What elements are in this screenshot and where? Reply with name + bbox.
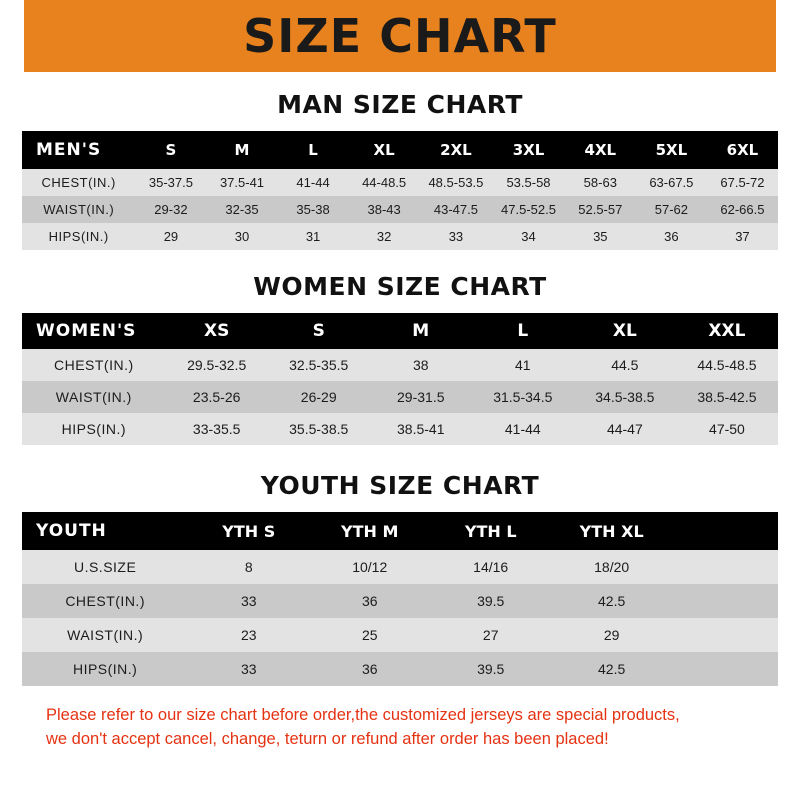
cell: 42.5	[551, 584, 672, 618]
policy-note-line2: we don't accept cancel, change, teturn or refund after order has been placed!	[46, 729, 609, 748]
column-header: YOUTH	[22, 512, 188, 550]
cell: 32.5-35.5	[268, 349, 370, 381]
policy-note	[22, 704, 778, 752]
table-row	[22, 512, 778, 550]
cell: 10/12	[309, 550, 430, 584]
table-row	[22, 223, 778, 250]
cell: 23.5-26	[166, 381, 268, 413]
cell: 29	[135, 223, 206, 250]
column-header: YTH M	[309, 512, 430, 550]
cell: 53.5-58	[492, 169, 565, 196]
cell: 29.5-32.5	[166, 349, 268, 381]
column-header: XXL	[676, 313, 778, 349]
column-header: 5XL	[636, 131, 707, 169]
cell: 67.5-72	[707, 169, 778, 196]
cell: 44.5-48.5	[676, 349, 778, 381]
youth-size-table	[22, 512, 778, 686]
cell: 48.5-53.5	[420, 169, 493, 196]
cell: 44-48.5	[349, 169, 420, 196]
table-row	[22, 131, 778, 169]
cell: 36	[309, 584, 430, 618]
table-row	[22, 169, 778, 196]
page-title: SIZE CHART	[243, 9, 557, 63]
cell: 35.5-38.5	[268, 413, 370, 445]
cell: 44.5	[574, 349, 676, 381]
table-row	[22, 413, 778, 445]
row-label: HIPS(IN.)	[22, 413, 166, 445]
cell: 41-44	[472, 413, 574, 445]
cell: 52.5-57	[565, 196, 636, 223]
cell: 47.5-52.5	[492, 196, 565, 223]
cell: 33	[188, 652, 309, 686]
cell: 29-32	[135, 196, 206, 223]
cell: 29-31.5	[370, 381, 472, 413]
cell: 34.5-38.5	[574, 381, 676, 413]
column-header: YTH S	[188, 512, 309, 550]
column-header	[672, 512, 778, 550]
cell: 41	[472, 349, 574, 381]
row-label: WAIST(IN.)	[22, 618, 188, 652]
policy-note-line1: Please refer to our size chart before order,the customized jerseys are special products,	[46, 706, 680, 724]
cell	[672, 550, 778, 584]
cell: 35-38	[278, 196, 349, 223]
cell: 47-50	[676, 413, 778, 445]
cell: 38.5-42.5	[676, 381, 778, 413]
women-size-table	[22, 313, 778, 445]
column-header: L	[278, 131, 349, 169]
column-header: WOMEN'S	[22, 313, 166, 349]
cell: 29	[551, 618, 672, 652]
table-row	[22, 584, 778, 618]
table-row	[22, 196, 778, 223]
column-header: 6XL	[707, 131, 778, 169]
man-section-title: MAN SIZE CHART	[277, 90, 523, 119]
column-header: 3XL	[492, 131, 565, 169]
cell: 38	[370, 349, 472, 381]
header-banner	[0, 0, 800, 72]
man-size-table	[22, 131, 778, 250]
cell: 33	[420, 223, 493, 250]
cell: 42.5	[551, 652, 672, 686]
cell: 38-43	[349, 196, 420, 223]
column-header: YTH XL	[551, 512, 672, 550]
cell: 37.5-41	[206, 169, 277, 196]
column-header: 4XL	[565, 131, 636, 169]
cell: 18/20	[551, 550, 672, 584]
cell: 14/16	[430, 550, 551, 584]
cell: 63-67.5	[636, 169, 707, 196]
column-header: YTH L	[430, 512, 551, 550]
cell: 34	[492, 223, 565, 250]
cell: 32	[349, 223, 420, 250]
cell: 27	[430, 618, 551, 652]
row-label: WAIST(IN.)	[22, 381, 166, 413]
row-label: CHEST(IN.)	[22, 349, 166, 381]
row-label: WAIST(IN.)	[22, 196, 135, 223]
chart-content	[0, 90, 800, 752]
cell: 35-37.5	[135, 169, 206, 196]
table-row	[22, 652, 778, 686]
row-label: CHEST(IN.)	[22, 169, 135, 196]
column-header: S	[268, 313, 370, 349]
column-header: 2XL	[420, 131, 493, 169]
cell: 58-63	[565, 169, 636, 196]
column-header: M	[206, 131, 277, 169]
column-header: S	[135, 131, 206, 169]
youth-section-title: YOUTH SIZE CHART	[260, 471, 540, 500]
table-row	[22, 381, 778, 413]
banner-left-spacer	[0, 0, 24, 72]
women-section-title: WOMEN SIZE CHART	[253, 272, 547, 301]
cell: 43-47.5	[420, 196, 493, 223]
cell: 39.5	[430, 652, 551, 686]
cell: 41-44	[278, 169, 349, 196]
cell: 31	[278, 223, 349, 250]
cell: 33	[188, 584, 309, 618]
table-row	[22, 313, 778, 349]
cell	[672, 584, 778, 618]
table-row	[22, 618, 778, 652]
cell: 35	[565, 223, 636, 250]
cell: 57-62	[636, 196, 707, 223]
table-row	[22, 550, 778, 584]
cell: 33-35.5	[166, 413, 268, 445]
cell: 31.5-34.5	[472, 381, 574, 413]
cell	[672, 618, 778, 652]
cell: 23	[188, 618, 309, 652]
row-label: U.S.SIZE	[22, 550, 188, 584]
cell: 32-35	[206, 196, 277, 223]
cell: 36	[309, 652, 430, 686]
banner-right-spacer	[776, 0, 800, 72]
cell	[672, 652, 778, 686]
row-label: CHEST(IN.)	[22, 584, 188, 618]
row-label: HIPS(IN.)	[22, 223, 135, 250]
cell: 44-47	[574, 413, 676, 445]
column-header: MEN'S	[22, 131, 135, 169]
row-label: HIPS(IN.)	[22, 652, 188, 686]
column-header: M	[370, 313, 472, 349]
cell: 39.5	[430, 584, 551, 618]
cell: 37	[707, 223, 778, 250]
cell: 38.5-41	[370, 413, 472, 445]
column-header: L	[472, 313, 574, 349]
cell: 62-66.5	[707, 196, 778, 223]
cell: 36	[636, 223, 707, 250]
cell: 25	[309, 618, 430, 652]
cell: 8	[188, 550, 309, 584]
column-header: XL	[349, 131, 420, 169]
cell: 30	[206, 223, 277, 250]
column-header: XL	[574, 313, 676, 349]
column-header: XS	[166, 313, 268, 349]
table-row	[22, 349, 778, 381]
cell: 26-29	[268, 381, 370, 413]
